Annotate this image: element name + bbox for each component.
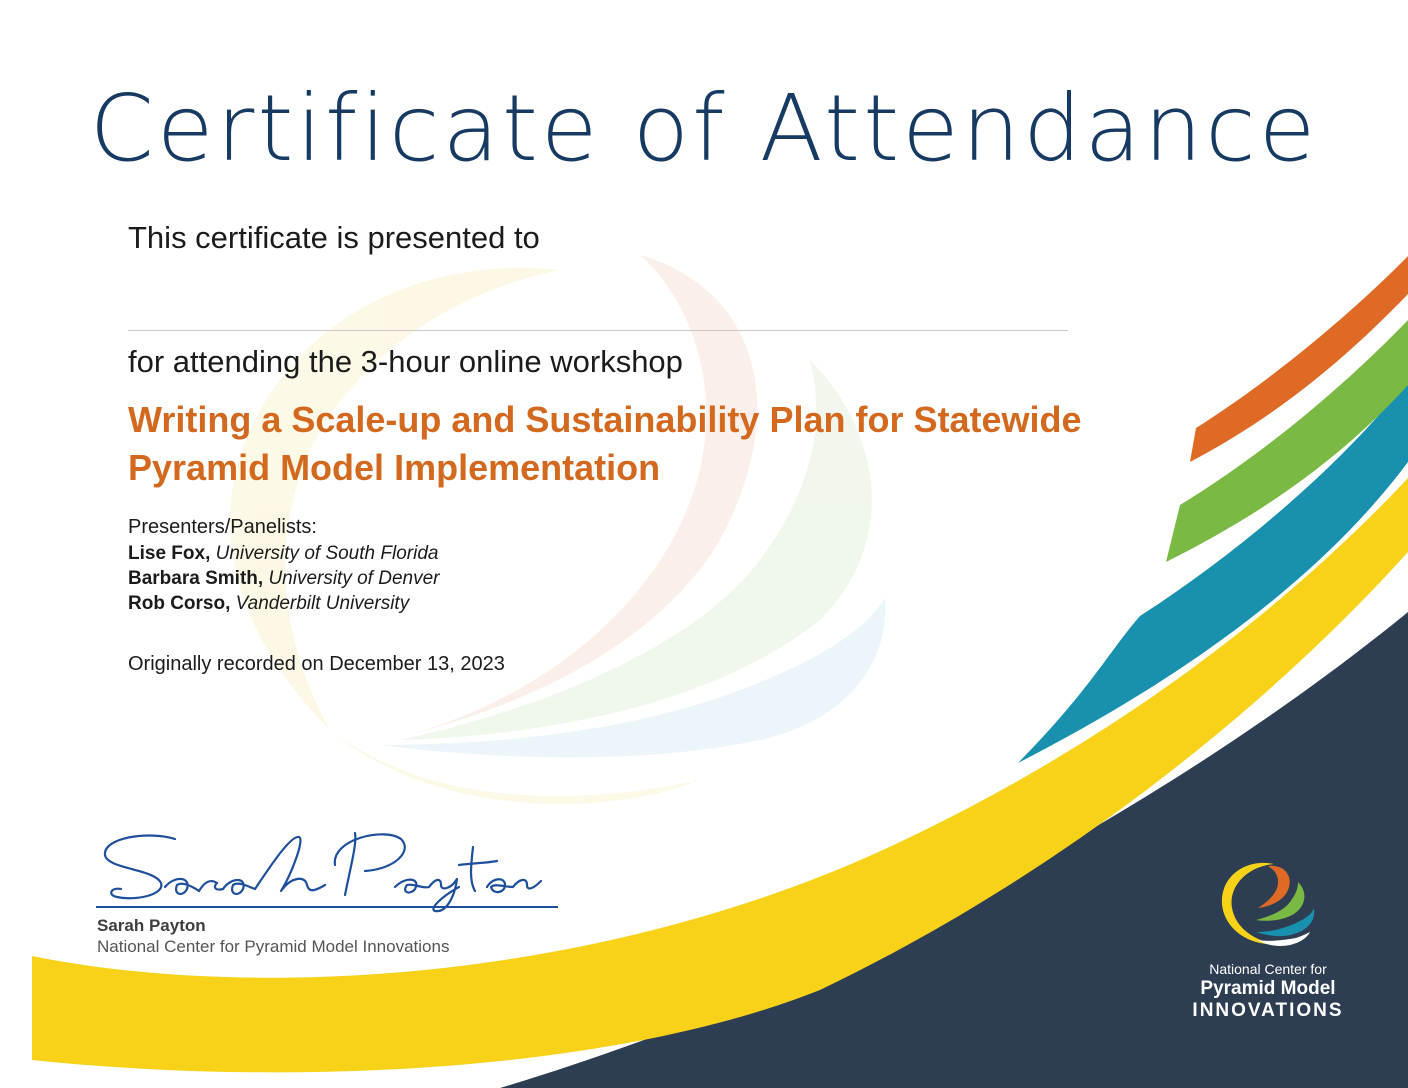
presenter-item	[128, 591, 409, 616]
logo-line-2: Pyramid Model	[1200, 978, 1336, 999]
presenter-item	[128, 541, 438, 566]
watermark-swirl	[230, 255, 885, 804]
certificate-title: Certificate of Attendance	[89, 75, 1319, 182]
logo-line-3: INNOVATIONS	[1192, 1000, 1344, 1021]
presenter-item	[128, 566, 440, 591]
presenter-name: Lise Fox,	[128, 543, 211, 564]
attending-text: for attending the 3-hour online workshop	[128, 344, 683, 379]
signature-line	[96, 906, 558, 908]
recorded-date: Originally recorded on December 13, 2023	[128, 653, 505, 675]
handwritten-signature	[95, 825, 565, 915]
pyramid-model-logo-text	[1182, 960, 1354, 1022]
pyramid-model-logo-icon	[1214, 856, 1320, 952]
presenters-label: Presenters/Panelists:	[128, 516, 317, 538]
presenter-affiliation: University of South Florida	[215, 543, 439, 564]
recipient-name-line	[128, 330, 1068, 331]
presenter-affiliation: University of Denver	[268, 568, 440, 589]
presenter-name: Rob Corso,	[128, 593, 231, 614]
presented-to-text: This certificate is presented to	[128, 220, 540, 255]
workshop-title: Writing a Scale-up and Sustainability Plan for Statewide Pyramid Model Implementation	[128, 399, 1082, 488]
signer-organization: National Center for Pyramid Model Innovations	[97, 937, 450, 956]
presenter-name: Barbara Smith,	[128, 568, 264, 589]
signer-name: Sarah Payton	[97, 916, 206, 935]
presenter-affiliation: Vanderbilt University	[235, 593, 410, 614]
logo-line-1: National Center for	[1209, 961, 1327, 977]
